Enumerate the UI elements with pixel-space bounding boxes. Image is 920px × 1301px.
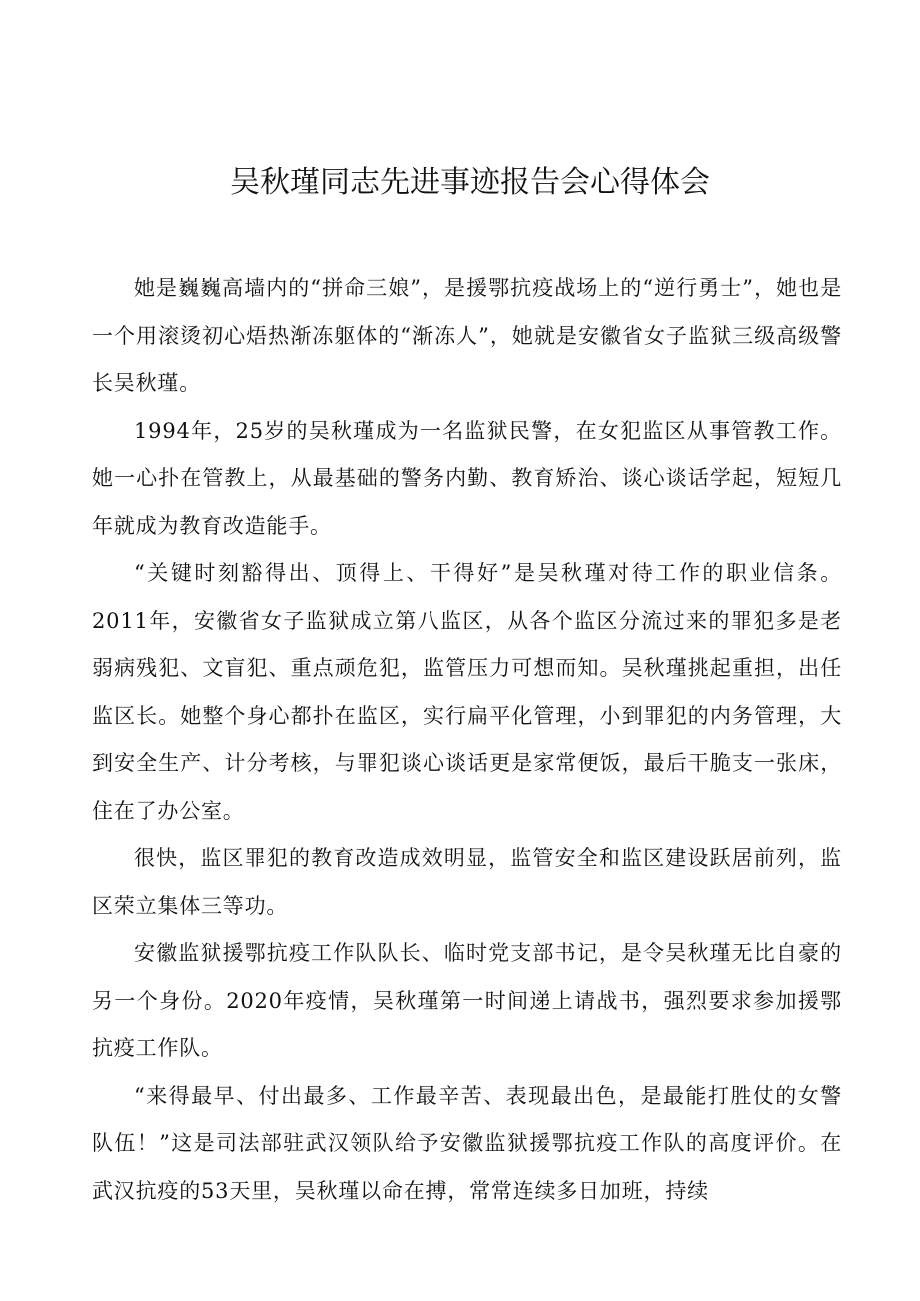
paragraph: “来得最早、付出最多、工作最辛苦、表现最出色，是最能打胜仗的女警队伍！”这是司法部驻武汉领队给予安徽监狱援鄂抗疫工作队的高度评价。在武汉抗疫的53天里，吴秋瑾以命在搏，常常连续多日加班，持续 (92, 1083, 842, 1203)
document-title: 吴秋瑾同志先进事迹报告会心得体会 (230, 165, 710, 200)
paragraph: 1994年，25岁的吴秋瑾成为一名监狱民警，在女犯监区从事管教工作。她一心扑在管教上，从最基础的警务内勤、教育矫治、谈心谈话学起，短短几年就成为教育改造能手。 (92, 418, 842, 538)
paragraph: “关键时刻豁得出、顶得上、干得好”是吴秋瑾对待工作的职业信条。2011年，安徽省女子监狱成立第八监区，从各个监区分流过来的罪犯多是老弱病残犯、文盲犯、重点顽危犯，监管压力可想而知。吴秋瑾挑起重担，出任监区长。她整个身心都扑在监区，实行扁平化管理，小到罪犯的内务管理，大到安全生产、计分考核，与罪犯谈心谈话更是家常便饭，最后干脆支一张床，住在了办公室。 (92, 561, 842, 823)
paragraph: 她是巍巍高墙内的“拼命三娘”，是援鄂抗疫战场上的“逆行勇士”，她也是一个用滚烫初心焐热渐冻躯体的“渐冻人”，她就是安徽省女子监狱三级高级警长吴秋瑾。 (92, 276, 842, 395)
paragraph: 安徽监狱援鄂抗疫工作队队长、临时党支部书记，是令吴秋瑾无比自豪的另一个身份。2020年疫情，吴秋瑾第一时间递上请战书，强烈要求参加援鄂抗疫工作队。 (92, 941, 842, 1060)
document-body (92, 265, 842, 1215)
paragraph: 很快，监区罪犯的教育改造成效明显，监管安全和监区建设跃居前列，监区荣立集体三等功。 (92, 846, 842, 918)
